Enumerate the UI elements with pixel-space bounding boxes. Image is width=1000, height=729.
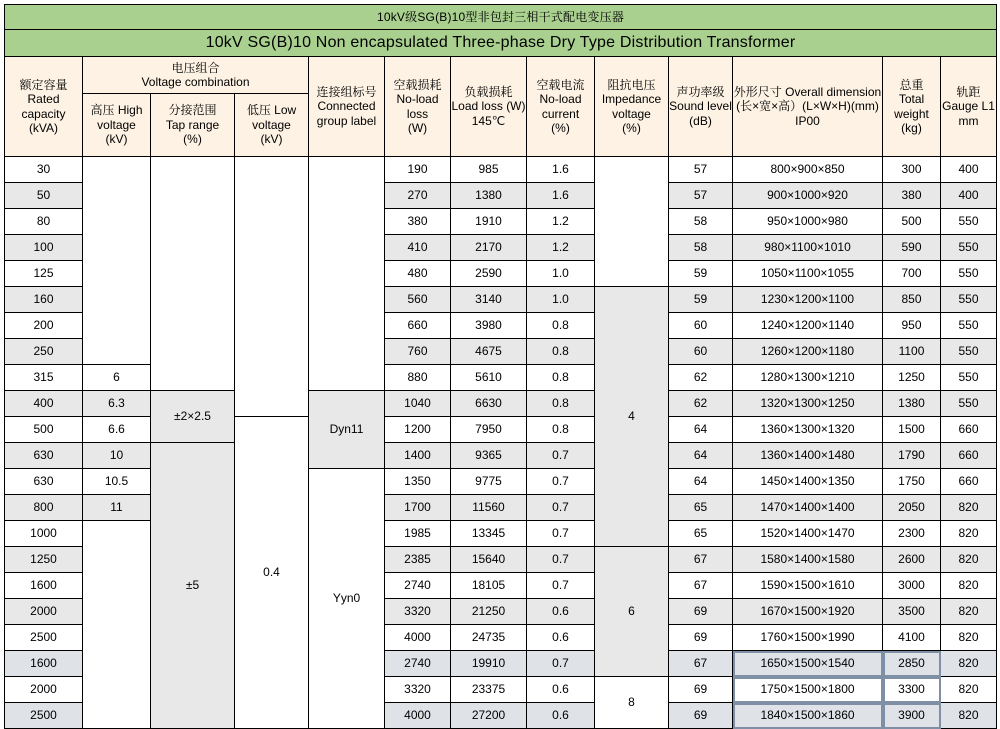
cell-no-load-current: 1.2 (527, 235, 595, 261)
cell-gauge: 550 (941, 235, 997, 261)
header-sound-level (669, 57, 733, 157)
header-total-weight-cn: 总重 (899, 77, 924, 92)
cell-no-load-loss: 1200 (385, 417, 451, 443)
cell-load-loss: 3980 (451, 313, 527, 339)
header-group-label-cn: 连接组标号 (316, 84, 377, 99)
cell-total-weight: 3900 (883, 703, 941, 729)
cell-total-weight: 1750 (883, 469, 941, 495)
cell-overall-dimension: 1580×1400×1580 (733, 547, 883, 573)
header-gauge-en: Gauge L1 (942, 99, 995, 114)
cell-sound-level: 64 (669, 443, 733, 469)
cell-no-load-loss: 880 (385, 365, 451, 391)
table-row[interactable] (5, 157, 997, 183)
cell-no-load-current: 0.8 (527, 365, 595, 391)
cell-group-label (309, 157, 385, 391)
cell-load-loss: 4675 (451, 339, 527, 365)
header-tap-range-cn: 分接范围 (168, 103, 217, 118)
cell-overall-dimension: 1360×1300×1320 (733, 417, 883, 443)
cell-no-load-current: 0.7 (527, 443, 595, 469)
cell-gauge: 550 (941, 261, 997, 287)
header-low-voltage-unit: (kV) (260, 132, 283, 147)
cell-load-loss: 13345 (451, 521, 527, 547)
cell-sound-level: 57 (669, 157, 733, 183)
cell-total-weight: 300 (883, 157, 941, 183)
header-no-load-current-cn: 空载电流 (536, 77, 585, 92)
cell-gauge: 550 (941, 209, 997, 235)
cell-overall-dimension: 1360×1400×1480 (733, 443, 883, 469)
header-gauge (941, 57, 997, 157)
cell-total-weight: 700 (883, 261, 941, 287)
cell-rated-capacity: 2000 (5, 599, 83, 625)
cell-gauge: 550 (941, 287, 997, 313)
cell-no-load-loss: 4000 (385, 625, 451, 651)
cell-rated-capacity: 250 (5, 339, 83, 365)
header-high-voltage-cn: 高压 High voltage (90, 103, 143, 132)
cell-high-voltage: 10 (83, 443, 151, 469)
cell-load-loss: 27200 (451, 703, 527, 729)
header-gauge-cn: 轨距 (956, 84, 981, 99)
cell-sound-level: 69 (669, 703, 733, 729)
header-sound-level-unit: (dB) (689, 113, 712, 128)
cell-overall-dimension: 1670×1500×1920 (733, 599, 883, 625)
table-body (5, 157, 997, 729)
cell-no-load-loss: 1350 (385, 469, 451, 495)
cell-no-load-current: 1.0 (527, 287, 595, 313)
title-en: 10kV SG(B)10 Non encapsulated Three-phase Dry Type Distribution Transformer (5, 30, 997, 57)
cell-sound-level: 58 (669, 209, 733, 235)
cell-no-load-current: 0.8 (527, 313, 595, 339)
cell-no-load-loss: 560 (385, 287, 451, 313)
cell-overall-dimension: 1450×1400×1350 (733, 469, 883, 495)
cell-load-loss: 2170 (451, 235, 527, 261)
cell-no-load-loss: 480 (385, 261, 451, 287)
cell-rated-capacity: 1250 (5, 547, 83, 573)
cell-load-loss: 24735 (451, 625, 527, 651)
header-no-load-loss (385, 57, 451, 157)
cell-sound-level: 69 (669, 677, 733, 703)
header-total-weight (883, 57, 941, 157)
header-low-voltage-cn: 低压 Low voltage (246, 103, 297, 132)
cell-no-load-loss: 2740 (385, 651, 451, 677)
cell-sound-level: 59 (669, 261, 733, 287)
cell-total-weight: 2600 (883, 547, 941, 573)
cell-rated-capacity: 1000 (5, 521, 83, 547)
cell-overall-dimension: 800×900×850 (733, 157, 883, 183)
cell-gauge: 820 (941, 573, 997, 599)
header-no-load-loss-cn: 空载损耗 (393, 77, 442, 92)
cell-total-weight: 850 (883, 287, 941, 313)
cell-load-loss: 6630 (451, 391, 527, 417)
cell-sound-level: 69 (669, 599, 733, 625)
header-group-label (309, 57, 385, 157)
cell-gauge: 820 (941, 495, 997, 521)
cell-sound-level: 57 (669, 183, 733, 209)
cell-total-weight: 3300 (883, 677, 941, 703)
cell-rated-capacity: 2500 (5, 703, 83, 729)
cell-rated-capacity: 80 (5, 209, 83, 235)
cell-impedance-voltage: 4 (595, 287, 669, 547)
cell-no-load-current: 1.6 (527, 183, 595, 209)
cell-sound-level: 69 (669, 625, 733, 651)
cell-rated-capacity: 2500 (5, 625, 83, 651)
cell-gauge: 820 (941, 703, 997, 729)
header-sound-level-cn: 声功率级 (676, 84, 725, 99)
cell-sound-level: 67 (669, 547, 733, 573)
cell-rated-capacity: 800 (5, 495, 83, 521)
cell-gauge: 660 (941, 443, 997, 469)
cell-rated-capacity: 630 (5, 469, 83, 495)
header-total-weight-en: Total weight (894, 92, 929, 121)
cell-load-loss: 1380 (451, 183, 527, 209)
cell-gauge: 820 (941, 521, 997, 547)
cell-sound-level: 64 (669, 417, 733, 443)
cell-rated-capacity: 2000 (5, 677, 83, 703)
cell-total-weight: 950 (883, 313, 941, 339)
cell-no-load-loss: 760 (385, 339, 451, 365)
cell-overall-dimension: 950×1000×980 (733, 209, 883, 235)
cell-total-weight: 1500 (883, 417, 941, 443)
cell-load-loss: 21250 (451, 599, 527, 625)
cell-rated-capacity: 125 (5, 261, 83, 287)
header-overall-dimension-en: (长×宽×高）(L×W×H)(mm) IP00 (736, 99, 879, 128)
transformer-spec-table (4, 4, 997, 729)
header-impedance-voltage (595, 57, 669, 157)
cell-total-weight: 590 (883, 235, 941, 261)
cell-overall-dimension: 1760×1500×1990 (733, 625, 883, 651)
cell-sound-level: 62 (669, 391, 733, 417)
cell-overall-dimension: 900×1000×920 (733, 183, 883, 209)
cell-overall-dimension: 1260×1200×1180 (733, 339, 883, 365)
cell-no-load-loss: 1700 (385, 495, 451, 521)
cell-total-weight: 1380 (883, 391, 941, 417)
cell-high-voltage: 6.3 (83, 391, 151, 417)
cell-total-weight: 2050 (883, 495, 941, 521)
cell-gauge: 400 (941, 183, 997, 209)
header-no-load-loss-unit: (W) (407, 120, 428, 135)
cell-gauge: 660 (941, 469, 997, 495)
cell-no-load-current: 0.6 (527, 625, 595, 651)
cell-no-load-current: 0.7 (527, 547, 595, 573)
cell-overall-dimension: 1240×1200×1140 (733, 313, 883, 339)
cell-load-loss: 7950 (451, 417, 527, 443)
cell-sound-level: 60 (669, 313, 733, 339)
cell-low-voltage: 0.4 (235, 417, 309, 729)
cell-load-loss: 2590 (451, 261, 527, 287)
cell-no-load-loss: 3320 (385, 677, 451, 703)
cell-tap-range (151, 157, 235, 391)
header-rated-capacity-unit: (kVA) (28, 120, 59, 135)
cell-gauge: 550 (941, 339, 997, 365)
cell-no-load-loss: 4000 (385, 703, 451, 729)
cell-sound-level: 67 (669, 573, 733, 599)
header-overall-dimension (733, 57, 883, 157)
cell-overall-dimension: 1280×1300×1210 (733, 365, 883, 391)
header-impedance-voltage-unit: (%) (622, 120, 641, 135)
cell-sound-level: 64 (669, 469, 733, 495)
table-row[interactable] (5, 391, 997, 417)
cell-load-loss: 19910 (451, 651, 527, 677)
header-tap-range-en: Tap range (165, 117, 220, 132)
cell-load-loss: 985 (451, 157, 527, 183)
cell-impedance-voltage (595, 157, 669, 287)
cell-sound-level: 65 (669, 521, 733, 547)
cell-rated-capacity: 1600 (5, 573, 83, 599)
title-row-cn (5, 5, 997, 30)
header-row-top (5, 57, 997, 94)
cell-no-load-loss: 190 (385, 157, 451, 183)
cell-overall-dimension: 1840×1500×1860 (733, 703, 883, 729)
cell-no-load-loss: 270 (385, 183, 451, 209)
cell-rated-capacity: 400 (5, 391, 83, 417)
cell-high-voltage (83, 157, 151, 365)
header-no-load-current (527, 57, 595, 157)
cell-no-load-current: 0.8 (527, 391, 595, 417)
cell-gauge: 400 (941, 157, 997, 183)
cell-load-loss: 11560 (451, 495, 527, 521)
cell-gauge: 820 (941, 677, 997, 703)
cell-gauge: 820 (941, 599, 997, 625)
header-no-load-current-en: No-load current (539, 92, 582, 121)
cell-total-weight: 500 (883, 209, 941, 235)
header-tap-range (151, 94, 235, 157)
header-impedance-voltage-cn: 阻抗电压 (607, 77, 656, 92)
cell-no-load-loss: 1400 (385, 443, 451, 469)
cell-overall-dimension: 1320×1300×1250 (733, 391, 883, 417)
header-voltage-combination-cn: 电压组合 (171, 60, 220, 75)
cell-no-load-current: 0.6 (527, 599, 595, 625)
cell-no-load-loss: 1040 (385, 391, 451, 417)
cell-no-load-loss: 380 (385, 209, 451, 235)
cell-no-load-current: 1.0 (527, 261, 595, 287)
cell-no-load-current: 0.8 (527, 417, 595, 443)
cell-no-load-current: 0.6 (527, 703, 595, 729)
cell-load-loss: 23375 (451, 677, 527, 703)
header-rated-capacity (5, 57, 83, 157)
header-load-loss-unit: 145℃ (471, 113, 506, 128)
cell-total-weight: 4100 (883, 625, 941, 651)
cell-overall-dimension: 1750×1500×1800 (733, 677, 883, 703)
header-total-weight-unit: (kg) (901, 120, 922, 135)
cell-rated-capacity: 315 (5, 365, 83, 391)
cell-no-load-loss: 410 (385, 235, 451, 261)
cell-high-voltage: 11 (83, 495, 151, 521)
title-row-en (5, 30, 997, 57)
table-row[interactable] (5, 443, 997, 469)
cell-gauge: 820 (941, 651, 997, 677)
cell-no-load-loss: 3320 (385, 599, 451, 625)
cell-overall-dimension: 1050×1100×1055 (733, 261, 883, 287)
header-gauge-unit: mm (958, 113, 979, 128)
cell-tap-range: ±2×2.5 (151, 391, 235, 443)
header-impedance-voltage-en: Impedance voltage (601, 92, 662, 121)
cell-overall-dimension: 1520×1400×1470 (733, 521, 883, 547)
header-high-voltage-unit: (kV) (105, 132, 128, 147)
header-rated-capacity-cn: 额定容量 (19, 77, 68, 92)
header-high-voltage (83, 94, 151, 157)
cell-sound-level: 67 (669, 651, 733, 677)
cell-load-loss: 18105 (451, 573, 527, 599)
cell-sound-level: 58 (669, 235, 733, 261)
cell-total-weight: 1790 (883, 443, 941, 469)
cell-total-weight: 380 (883, 183, 941, 209)
cell-gauge: 820 (941, 625, 997, 651)
cell-total-weight: 3500 (883, 599, 941, 625)
cell-no-load-loss: 2385 (385, 547, 451, 573)
cell-tap-range: ±5 (151, 443, 235, 729)
cell-gauge: 550 (941, 391, 997, 417)
header-rated-capacity-en: Rated capacity (21, 92, 66, 121)
cell-gauge: 550 (941, 365, 997, 391)
cell-total-weight: 1100 (883, 339, 941, 365)
cell-high-voltage (83, 521, 151, 729)
cell-rated-capacity: 160 (5, 287, 83, 313)
cell-total-weight: 3000 (883, 573, 941, 599)
cell-gauge: 550 (941, 313, 997, 339)
cell-impedance-voltage: 6 (595, 547, 669, 677)
cell-gauge: 660 (941, 417, 997, 443)
header-low-voltage (235, 94, 309, 157)
cell-total-weight: 2300 (883, 521, 941, 547)
header-no-load-current-unit: (%) (551, 120, 570, 135)
cell-sound-level: 59 (669, 287, 733, 313)
header-voltage-combination-en: Voltage combination (141, 75, 250, 89)
cell-load-loss: 1910 (451, 209, 527, 235)
cell-overall-dimension: 1470×1400×1400 (733, 495, 883, 521)
cell-load-loss: 9365 (451, 443, 527, 469)
cell-high-voltage: 10.5 (83, 469, 151, 495)
cell-rated-capacity: 30 (5, 157, 83, 183)
cell-total-weight: 1250 (883, 365, 941, 391)
cell-high-voltage: 6 (83, 365, 151, 391)
header-load-loss-en: Load loss (W) (451, 99, 526, 114)
header-no-load-loss-en: No-load loss (396, 92, 439, 121)
cell-load-loss: 5610 (451, 365, 527, 391)
cell-no-load-current: 0.7 (527, 495, 595, 521)
cell-rated-capacity: 100 (5, 235, 83, 261)
header-load-loss (451, 57, 527, 157)
header-group-label-en: Connected group label (316, 99, 377, 128)
cell-group-label: Yyn0 (309, 469, 385, 729)
cell-rated-capacity: 50 (5, 183, 83, 209)
header-load-loss-cn: 负载损耗 (464, 84, 513, 99)
cell-overall-dimension: 1230×1200×1100 (733, 287, 883, 313)
cell-sound-level: 65 (669, 495, 733, 521)
cell-rated-capacity: 200 (5, 313, 83, 339)
cell-no-load-loss: 2740 (385, 573, 451, 599)
title-cn: 10kV级SG(B)10型非包封三相干式配电变压器 (5, 5, 997, 30)
cell-no-load-current: 1.2 (527, 209, 595, 235)
cell-no-load-loss: 660 (385, 313, 451, 339)
header-sound-level-en: Sound level (669, 99, 732, 114)
cell-rated-capacity: 630 (5, 443, 83, 469)
cell-group-label: Dyn11 (309, 391, 385, 469)
cell-high-voltage: 6.6 (83, 417, 151, 443)
cell-sound-level: 62 (669, 365, 733, 391)
cell-impedance-voltage: 8 (595, 677, 669, 729)
cell-load-loss: 9775 (451, 469, 527, 495)
cell-gauge: 820 (941, 547, 997, 573)
header-tap-range-unit: (%) (183, 132, 202, 147)
cell-no-load-current: 0.6 (527, 677, 595, 703)
header-voltage-combination (83, 57, 309, 94)
cell-overall-dimension: 1590×1500×1610 (733, 573, 883, 599)
cell-no-load-current: 0.8 (527, 339, 595, 365)
cell-rated-capacity: 1600 (5, 651, 83, 677)
cell-overall-dimension: 1650×1500×1540 (733, 651, 883, 677)
cell-no-load-current: 1.6 (527, 157, 595, 183)
cell-no-load-current: 0.7 (527, 573, 595, 599)
cell-no-load-current: 0.7 (527, 651, 595, 677)
cell-no-load-current: 0.7 (527, 521, 595, 547)
cell-overall-dimension: 980×1100×1010 (733, 235, 883, 261)
cell-no-load-loss: 1985 (385, 521, 451, 547)
cell-rated-capacity: 500 (5, 417, 83, 443)
cell-sound-level: 60 (669, 339, 733, 365)
cell-low-voltage (235, 157, 309, 417)
cell-no-load-current: 0.7 (527, 469, 595, 495)
cell-load-loss: 3140 (451, 287, 527, 313)
cell-load-loss: 15640 (451, 547, 527, 573)
header-overall-dimension-cn: 外形尺寸 Overall dimension (733, 84, 882, 99)
cell-total-weight: 2850 (883, 651, 941, 677)
